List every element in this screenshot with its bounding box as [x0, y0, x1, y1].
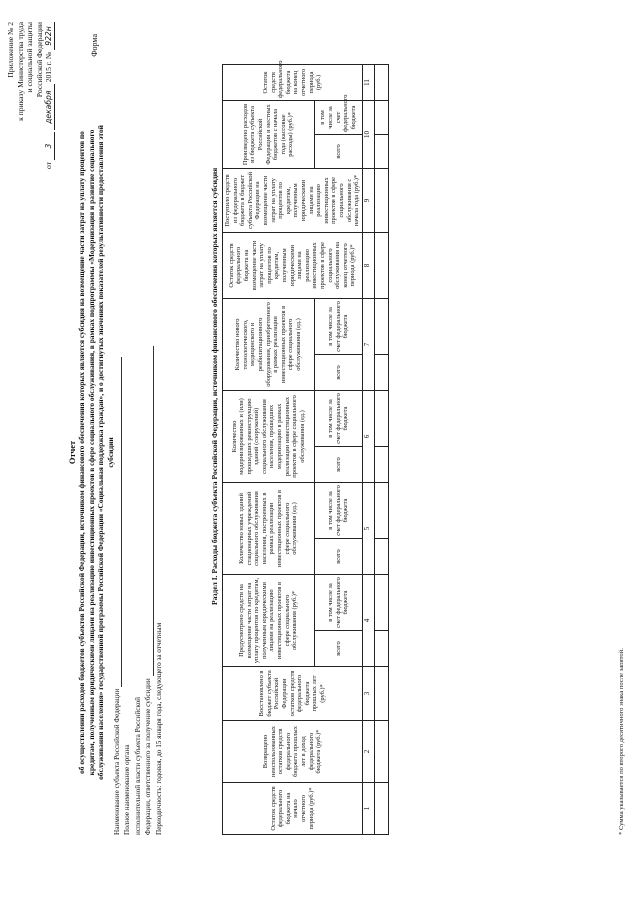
subheader-federal: в том числе за счет федерального бюджета — [314, 100, 362, 134]
subheader-total: всего — [314, 134, 362, 168]
column-number: 3 — [362, 667, 374, 721]
report-title — [68, 120, 115, 785]
data-cell[interactable] — [374, 783, 388, 835]
data-cell[interactable] — [374, 168, 388, 232]
blank-line — [145, 346, 154, 676]
appendix-block — [6, 22, 55, 169]
header-cell: Поступило средств из федерального бюджета в бюджет субъекта Российской Федерации на возмещение части затрат на уплату процентов по кредитам, полученным юридическими лицами на реализацию инвестиционных проектов в сфере социального обслуживания с начала года (руб.)* — [223, 168, 363, 232]
header-cell: Остаток средств федерального бюджета на возмещение части затрат на уплату процентов по кредитам, полученным юридическими лицами на реализацию инвестиционных проектов в сфере социального обслуживания на конец отчетного периода (руб.)* — [223, 232, 363, 298]
column-numbers-row — [362, 64, 374, 834]
data-cell[interactable] — [374, 482, 388, 538]
appendix-line: и социальной защиты — [25, 22, 35, 93]
date-prefix: от — [44, 162, 54, 170]
data-cell[interactable] — [374, 631, 388, 667]
order-number: 922н — [44, 22, 55, 50]
appendix-line: к приказу Министерства труда — [15, 22, 25, 121]
subject-name-label: Наименование субъекта Российской Федерации — [113, 688, 121, 835]
column-number: 10 — [362, 100, 374, 168]
data-cell[interactable] — [374, 232, 388, 298]
appendix-line: Российской Федерации — [34, 22, 44, 98]
header-cell: Количество нового технологического, медицинского и реабилитационного оборудования, приобретенного в рамках реализации инвестиционных проектов в сфере социального обслуживания (ед.) — [223, 298, 315, 390]
report-title-main: Отчет — [68, 440, 77, 465]
column-number: 11 — [362, 64, 374, 100]
report-title-text: об осуществлении расходов бюджетов субъектов Российской Федерации, источником финансового обеспечения которых является субсидия на возмещение части затрат на уплату процентов по кредитам, полученным юридическими лицами на реализацию инвестиционных проектов в сфере социального обслуживания, в рамках подпрограммы «Модернизация и развитие социального обслуживания населения» государственной программы Российской Федерации «Социальная поддержка граждан», и о достигнутых значениях показателей результативности предоставления этой субсидии — [77, 125, 115, 780]
header-row — [223, 64, 315, 834]
column-number: 1 — [362, 783, 374, 835]
subheader-total: всего — [314, 539, 362, 575]
column-number: 7 — [362, 298, 374, 390]
data-cell[interactable] — [374, 721, 388, 783]
meta-line: исполнительной власти субъекта Российской — [133, 696, 142, 835]
meta-line: Полное наименование органа — [123, 744, 132, 835]
data-cell[interactable] — [374, 354, 388, 390]
data-cell[interactable] — [374, 667, 388, 721]
expenses-table — [222, 60, 389, 835]
meta-line: Периодичность: годовая, до 15 января года, следующего за отчетным — [154, 622, 163, 835]
column-number: 2 — [362, 721, 374, 783]
subheader-federal: в том числе за счет федерального бюджета — [314, 482, 362, 538]
data-cell[interactable] — [374, 575, 388, 631]
column-number: 6 — [362, 390, 374, 482]
subheader-total: всего — [314, 354, 362, 390]
data-cell[interactable] — [374, 539, 388, 575]
form-label: Форма — [90, 34, 99, 57]
header-cell: Предусмотрено средств на возмещение части затрат на уплату процентов по кредитам, полученным юридическими лицами на реализацию инвестиционных проектов в сфере социального обслуживания (руб.)* — [223, 575, 315, 667]
header-cell: Остаток средств федерального бюджета на начало отчетного периода (руб.)* — [223, 783, 363, 835]
header-cell: Остаток средств федерального бюджета на конец отчетного периода (руб.) — [223, 64, 363, 100]
subheader-total: всего — [314, 446, 362, 482]
header-cell: Количество новых зданий стационарных учреждений социального обслуживания населения, построенных в рамках реализации инвестиционных проектов в сфере социального обслуживания (ед.) — [223, 482, 315, 574]
data-cell[interactable] — [374, 298, 388, 354]
appendix-date — [44, 22, 55, 169]
data-cell[interactable] — [374, 134, 388, 168]
section-title: Раздел I. Расходы бюджета субъекта Российской Федерации, источником финансового обеспечения которых является субсидия — [210, 167, 219, 605]
data-cell[interactable] — [374, 64, 388, 100]
blank-line — [113, 357, 122, 687]
header-cell: Произведено расходов из бюджета субъекта Российской Федерации и местных бюджетов с начала года (кассовые расходы) (руб.)* — [223, 100, 315, 168]
data-cell[interactable] — [374, 390, 388, 446]
meta-line — [112, 346, 122, 835]
footnote: * Сумма указывается по второго десятичного знака после запятой. — [618, 648, 625, 835]
subheader-federal: в том числе за счет федерального бюджета — [314, 390, 362, 446]
data-row — [374, 64, 388, 834]
subheader-federal: в том числе за счет федерального бюджета — [314, 575, 362, 631]
responsible-body-label: Федерации, ответственного за получение субсидии — [144, 678, 153, 835]
date-day: 3 — [44, 132, 55, 160]
appendix-line: Приложение № 2 — [6, 22, 15, 78]
header-cell: Восстановлено в бюджет субъекта Российской Федерации остатков средств федерального бюджета прошлых лет (руб.)* — [223, 667, 363, 721]
subheader-total: всего — [314, 631, 362, 667]
data-cell[interactable] — [374, 446, 388, 482]
subheader-federal: в том числе за счет федерального бюджета — [314, 298, 362, 354]
date-month: декабря — [44, 84, 55, 130]
column-number: 5 — [362, 482, 374, 574]
column-number: 8 — [362, 232, 374, 298]
header-cell: Возвращено неиспользованных остатков средств федерального бюджета прошлых лет в доход федерального бюджета (руб.)* — [223, 721, 363, 783]
date-year: 2015 г. № — [44, 51, 54, 83]
column-number: 4 — [362, 575, 374, 667]
meta-line — [143, 346, 153, 835]
column-number: 9 — [362, 168, 374, 232]
data-cell[interactable] — [374, 100, 388, 134]
meta-block — [112, 346, 164, 835]
header-cell: Количество модернизированных и (или) прошедших реконструкцию зданий (сооружений) социального обслуживания населения, прошедших модернизацию в рамках реализации инвестиционных проектов в сфере социального обслуживания (ед.) — [223, 390, 315, 482]
